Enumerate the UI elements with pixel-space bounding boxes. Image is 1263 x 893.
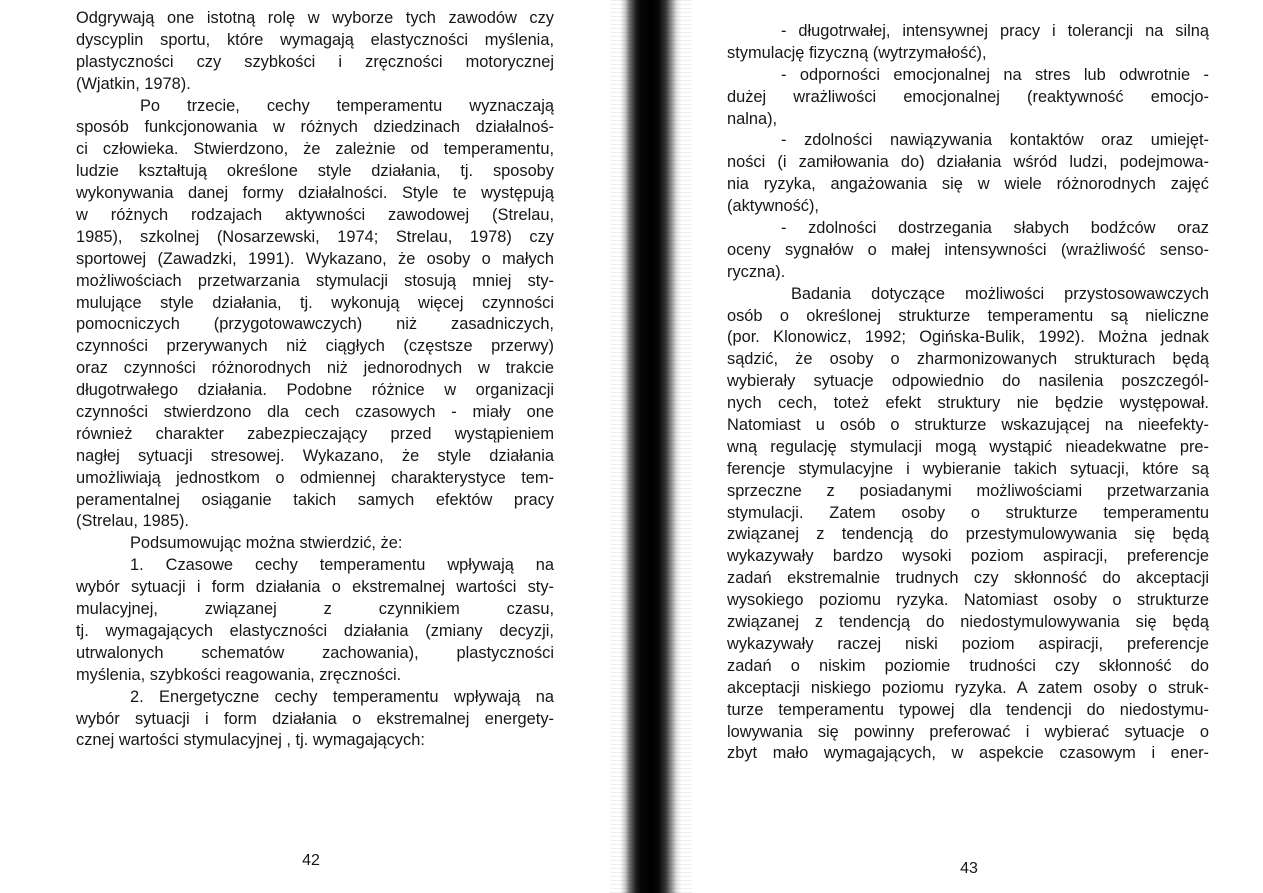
text-line: zadań o niskim poziomie trudności czy skłonność do	[727, 656, 1209, 675]
text-line: stymulacji. Zatem osoby o strukturze temperamentu	[727, 503, 1209, 522]
text-line: (por. Klonowicz, 1992; Ogińska-Bulik, 1992). Można jednak	[727, 328, 1209, 347]
text-line: osób o określonej strukturze temperamentu są nieliczne	[727, 306, 1209, 325]
text-line: lowywania się powinny preferować i wybierać sytuacje o	[727, 722, 1209, 741]
text-line: myślenia, szybkości reagowania, zręczności.	[76, 665, 402, 684]
text-line: utrwalonych schematów zachowania), plastyczności	[76, 643, 554, 662]
text-line: nalna),	[727, 109, 778, 128]
right-page	[727, 0, 1209, 893]
text-line: ności (i zamiłowania do) działania wśród ludzi, podejmowa-	[727, 153, 1209, 172]
page-number: 43	[960, 860, 978, 877]
text-line: mulacyjnej, związanej z czynnikiem czasu,	[76, 600, 554, 619]
text-line: wykonywania danej formy działalności. Style te występują	[76, 184, 554, 203]
text-line: związanej z tendencją do przestymulowywania się będą	[727, 525, 1209, 544]
text-line: ryczna).	[727, 262, 786, 281]
text-line: wybierały sytuacje odpowiednio do nasilenia poszczegól-	[727, 372, 1209, 391]
text-line: pomocniczych (przygotowawczych) niż zasadniczych,	[76, 315, 554, 334]
text-line: 1985), szkolnej (Nosarzewski, 1974; Strelau, 1978) czy	[76, 227, 554, 246]
text-line: turze temperamentu typowej dla tendencji do niedostymu-	[727, 700, 1209, 719]
text-line: mulujące style działania, tj. wykonują więcej czynności	[76, 293, 554, 312]
text-line: (aktywność),	[727, 197, 819, 216]
text-line: - odporności emocjonalnej na stres lub odwrotnie -	[781, 65, 1209, 84]
text-line: stymulację fizyczną (wytrzymałość),	[727, 43, 987, 62]
text-line: również charakter zabezpieczający przed wystąpieniem	[76, 424, 554, 443]
text-line: oceny sygnałów o małej intensywności (wrażliwość senso-	[727, 240, 1209, 259]
text-line: - zdolności dostrzegania słabych bodźców oraz	[781, 219, 1209, 238]
text-line: ci człowieka. Stwierdzono, że zależnie od temperamentu,	[76, 140, 554, 159]
text-line: - zdolności nawiązywania kontaktów oraz umiejęt-	[781, 131, 1209, 150]
text-line: nia ryzyka, angażowania się w wiele różnorodnych zajęć	[727, 175, 1209, 194]
text-line: sądzić, że osoby o zharmonizowanych strukturach będą	[727, 350, 1209, 369]
text-line: wysokiego poziomu ryzyka. Natomiast osoby o strukturze	[727, 591, 1209, 610]
text-line: - długotrwałej, intensywnej pracy i tolerancji na silną	[781, 22, 1209, 40]
text-line: związanej z tendencją do niedostymulowywania się będą	[727, 613, 1209, 632]
text-line: w różnych rodzajach aktywności zawodowej (Strelau,	[76, 206, 554, 225]
text-line: wną regulację stymulacji mogą wystąpić nieadekwatne pre-	[727, 437, 1209, 456]
text-line: dużej wrażliwości emocjonalnej (reaktywność emocjo-	[727, 87, 1209, 106]
text-line: ferencje stymulacyjne i wybieranie takich sytuacji, które są	[727, 459, 1209, 478]
text-line: Badania dotyczące możliwości przystosowawczych	[791, 284, 1209, 303]
text-line: dyscyplin sportu, które wymagają elastyczności myślenia,	[76, 30, 554, 49]
text-line: (Wjatkin, 1978).	[76, 74, 191, 93]
text-line: Odgrywają one istotną rolę w wyborze tych zawodów czy	[76, 9, 554, 27]
text-line: wykazywały raczej niski poziom aspiracji, preferencje	[727, 634, 1209, 653]
text-line: tj. wymagających elastyczności działania (zmiany decyzji,	[76, 621, 554, 640]
text-line: 2. Energetyczne cechy temperamentu wpływają na	[130, 687, 554, 706]
text-line: czynności stwierdzono dla cech czasowych - miały one	[76, 403, 554, 422]
text-line: zadań ekstremalnie trudnych czy skłonność do akceptacji	[727, 569, 1209, 588]
text-line: możliwościach przetwarzania stymulacji stosują mniej sty-	[76, 271, 554, 290]
text-line: peramentalnej osiąganie takich samych efektów pracy	[76, 490, 554, 509]
book-gutter	[620, 0, 682, 893]
text-line: cznej wartości stymulacyjnej , tj. wymagających:	[76, 731, 425, 750]
text-line: wykazywały bardzo wysoki poziom aspiracji, preferencje	[727, 547, 1209, 566]
text-line: akceptacji niskiego poziomu ryzyka. A zatem osoby o struk-	[727, 678, 1209, 697]
text-line: Po trzecie, cechy temperamentu wyznaczają	[140, 96, 554, 115]
text-line: wybór sytuacji i form działania o ekstremalnej wartości sty-	[76, 578, 554, 597]
page-number: 42	[302, 852, 320, 869]
text-line: plastyczności czy szybkości i zręczności motorycznej	[76, 52, 554, 71]
text-line: sprzeczne z posiadanymi możliwościami przetwarzania	[727, 481, 1209, 500]
text-line: długotrwałego działania. Podobne różnice w organizacji	[76, 381, 554, 400]
text-line: oraz czynności różnorodnych niż jednorodnych w trakcie	[76, 359, 554, 378]
text-line: 1. Czasowe cechy temperamentu wpływają na	[130, 556, 554, 575]
left-page-text	[76, 8, 554, 752]
text-line: zbyt mało wymagających, w aspekcie czasowym i ener-	[727, 744, 1209, 763]
text-line: (Strelau, 1985).	[76, 512, 189, 531]
text-line: sposób funkcjonowania w różnych dziedzinach działalnoś-	[76, 118, 554, 137]
text-line: ludzie kształtują określone style działania, tj. sposoby	[76, 162, 554, 181]
text-line: nagłej sytuacji stresowej. Wykazano, że style działania	[76, 446, 554, 465]
right-page-text	[727, 21, 1209, 765]
text-line: nych cech, toteż efekt struktury nie będzie występował.	[727, 394, 1209, 413]
left-page	[76, 0, 554, 893]
text-line: umożliwiają jednostkom o odmiennej charakterystyce tem-	[76, 468, 554, 487]
text-line: wybór sytuacji i form działania o ekstremalnej energety-	[76, 709, 554, 728]
text-line: sportowej (Zawadzki, 1991). Wykazano, że osoby o małych	[76, 249, 554, 268]
text-line: Natomiast u osób o strukturze wskazującej na nieefekty-	[727, 416, 1209, 435]
text-line: Podsumowując można stwierdzić, że:	[130, 534, 403, 553]
text-line: czynności przerywanych niż ciągłych (częstsze przerwy)	[76, 337, 554, 356]
